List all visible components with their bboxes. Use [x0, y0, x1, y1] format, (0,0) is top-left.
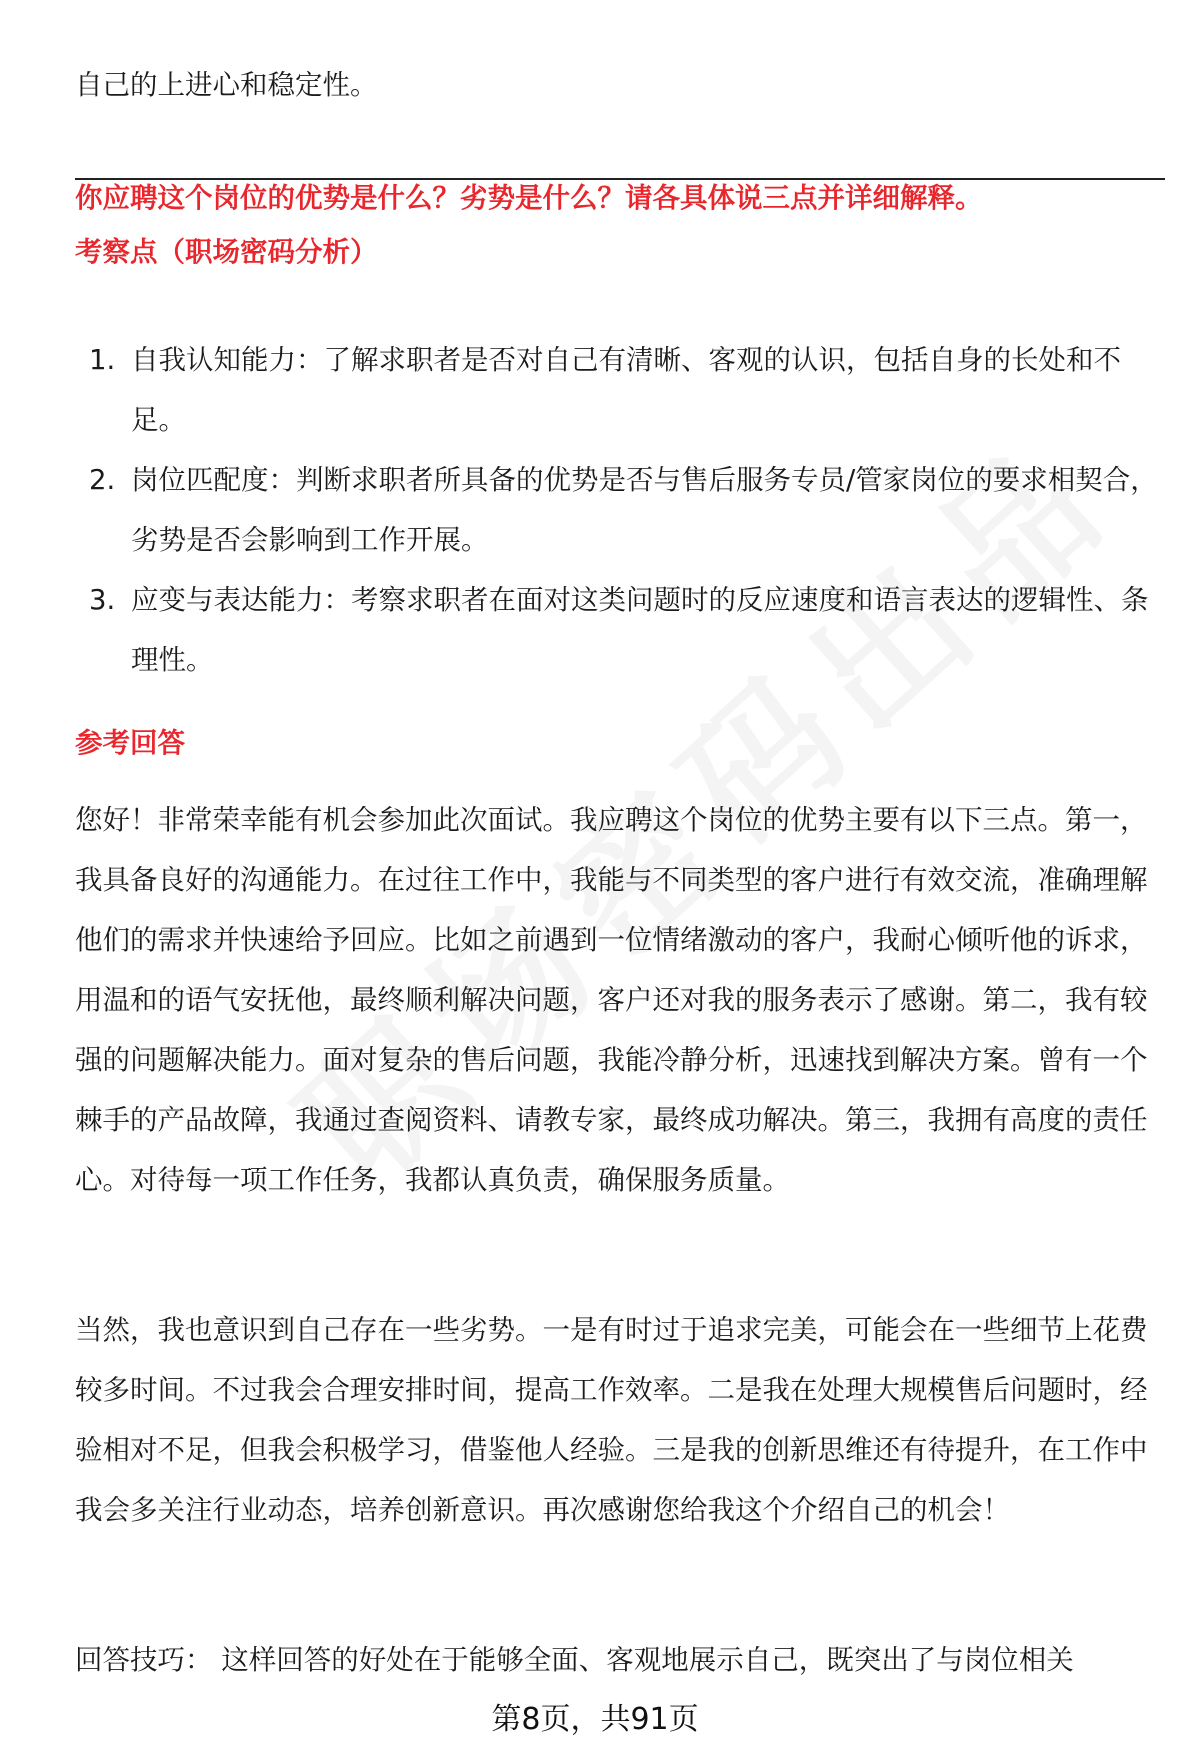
page-number-footer: 第8页，共91页	[491, 1702, 699, 1737]
answer-paragraph-2: 当然，我也意识到自己存在一些劣势。一是有时过于追求完美，可能会在一些细节上花费较多时间。不过我会合理安排时间，提高工作效率。二是我在处理大规模售后问题时，经验相对不足，但我会积极学习，借鉴他人经验。三是我的创新思维还有待提升，在工作中我会多关注行业动态，培养创新意识。再次感谢您给我这个介绍自己的机会！	[75, 1314, 1148, 1526]
list-item-number: 2.	[89, 464, 116, 496]
list-item	[75, 450, 1165, 570]
answer-paragraph-1: 您好！非常荣幸能有机会参加此次面试。我应聘这个岗位的优势主要有以下三点。第一，我具备良好的沟通能力。在过往工作中，我能与不同类型的客户进行有效交流，准确理解他们的需求并快速给予回应。比如之前遇到一位情绪激动的客户，我耐心倾听他的诉求，用温和的语气安抚他，最终顺利解决问题，客户还对我的服务表示了感谢。第二，我有较强的问题解决能力。面对复杂的售后问题，我能冷静分析，迅速找到解决方案。曾有一个棘手的产品故障，我通过查阅资料、请教专家，最终成功解决。第三，我拥有高度的责任心。对待每一项工作任务，我都认真负责，确保服务质量。	[75, 804, 1148, 1196]
list-item	[75, 330, 1165, 450]
focus-points-list	[75, 330, 1165, 690]
tips-line: 回答技巧： 这样回答的好处在于能够全面、客观地展示自己，既突出了与岗位相关	[75, 1644, 1074, 1676]
list-item-text: 应变与表达能力：考察求职者在面对这类问题时的反应速度和语言表达的逻辑性、条理性。	[131, 584, 1149, 676]
list-item-text: 自我认知能力：了解求职者是否对自己有清晰、客观的认识，包括自身的长处和不足。	[131, 344, 1121, 436]
list-item-text: 岗位匹配度：判断求职者所具备的优势是否与售后服务专员/管家岗位的要求相契合，劣势是否会影响到工作开展。	[131, 464, 1158, 556]
answer-heading: 参考回答	[75, 727, 185, 759]
question-heading: 你应聘这个岗位的优势是什么？劣势是什么？请各具体说三点并详细解释。	[75, 182, 983, 214]
list-item-number: 3.	[89, 584, 116, 616]
list-item	[75, 570, 1165, 690]
focus-heading: 考察点（职场密码分析）	[75, 236, 378, 268]
list-item-number: 1.	[89, 344, 116, 376]
intro-tail-text: 自己的上进心和稳定性。	[75, 69, 378, 101]
